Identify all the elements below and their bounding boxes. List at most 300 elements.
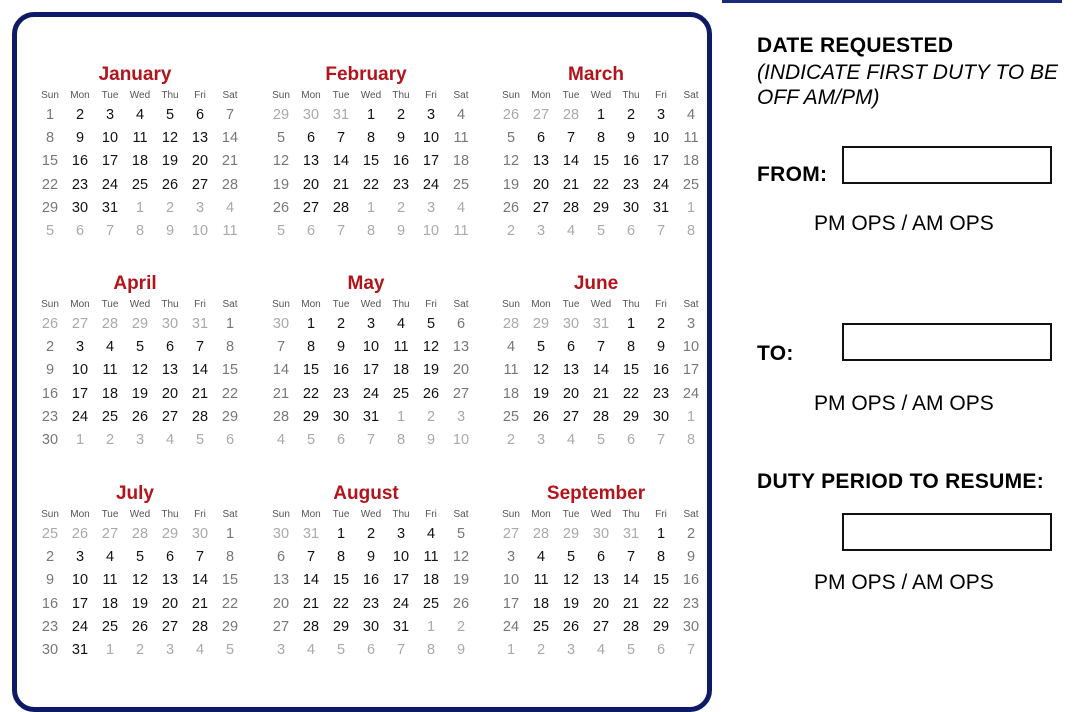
- day-cell: 4: [225, 199, 235, 216]
- day-cell: 14: [272, 362, 290, 379]
- weekday-header: Sun: [272, 299, 290, 310]
- day-cell: 31: [302, 526, 320, 542]
- weekday-header: Sun: [272, 90, 290, 101]
- month-title: September: [546, 483, 646, 504]
- weekday-header: Thu: [622, 90, 640, 101]
- day-cell: 10: [452, 431, 470, 448]
- day-cell: 21: [302, 595, 320, 612]
- weekday-header: Sat: [222, 299, 238, 310]
- day-cell: 2: [656, 316, 666, 332]
- day-cell: 17: [652, 153, 670, 170]
- day-cell: 4: [456, 107, 466, 123]
- weekday-header: Mon: [301, 299, 321, 310]
- day-cell: 6: [276, 549, 286, 566]
- day-cell: 30: [592, 526, 610, 542]
- day-cell: 5: [426, 316, 436, 332]
- day-cell: 28: [332, 199, 350, 216]
- day-cell: 25: [392, 385, 410, 402]
- day-cell: 9: [336, 339, 346, 356]
- day-cell: 9: [396, 130, 406, 147]
- month-march: [496, 63, 700, 243]
- day-cell: 3: [276, 641, 286, 658]
- day-cell: 3: [686, 316, 696, 332]
- day-cell: 11: [132, 130, 148, 147]
- day-cell: 2: [686, 526, 696, 542]
- day-cell: 13: [161, 362, 179, 379]
- day-cell: 17: [502, 595, 520, 612]
- day-cell: 17: [422, 153, 440, 170]
- instruction-note: (INDICATE FIRST DUTY TO BE OFF AM/PM): [757, 61, 1059, 109]
- day-cell: 23: [332, 385, 350, 402]
- day-cell: 11: [453, 130, 469, 147]
- to-label: TO:: [757, 342, 794, 365]
- day-cell: 14: [332, 153, 350, 170]
- day-cell: 31: [71, 641, 89, 658]
- day-cell: 3: [426, 107, 436, 123]
- weekday-header: Tue: [562, 509, 580, 520]
- day-cell: 5: [506, 130, 516, 147]
- weekday-header: Sun: [41, 299, 59, 310]
- day-cell: 20: [191, 153, 209, 170]
- day-cell: 28: [562, 199, 580, 216]
- day-cell: 10: [652, 130, 670, 147]
- day-cell: 7: [396, 641, 406, 658]
- day-cell: 9: [45, 572, 55, 589]
- day-cell: 4: [686, 107, 696, 123]
- day-cell: 2: [45, 339, 55, 356]
- day-cell: 15: [622, 362, 640, 379]
- weekday-header: Thu: [622, 509, 640, 520]
- day-cell: 1: [626, 316, 636, 332]
- weekday-header: Fri: [425, 299, 437, 310]
- day-cell: 30: [682, 618, 700, 635]
- weekday-header: Tue: [101, 509, 119, 520]
- day-cell: 9: [165, 222, 175, 239]
- weekday-header: Thu: [392, 299, 410, 310]
- day-cell: 3: [396, 526, 406, 542]
- weekday-header: Mon: [531, 299, 551, 310]
- day-cell: 16: [622, 153, 640, 170]
- day-cell: 28: [562, 107, 580, 123]
- day-cell: 11: [503, 362, 519, 379]
- day-cell: 22: [592, 176, 610, 193]
- weekday-header: Mon: [70, 90, 90, 101]
- weekday-header: Mon: [70, 509, 90, 520]
- day-cell: 6: [306, 222, 316, 239]
- resume-ops-option: PM OPS / AM OPS: [814, 571, 994, 594]
- day-cell: 10: [392, 549, 410, 566]
- date-requested-heading: DATE REQUESTED: [757, 34, 954, 57]
- day-cell: 21: [332, 176, 350, 193]
- weekday-header: Wed: [590, 299, 612, 310]
- day-cell: 3: [536, 222, 546, 239]
- day-cell: 5: [276, 222, 286, 239]
- day-cell: 10: [101, 130, 119, 147]
- day-cell: 8: [225, 549, 235, 566]
- day-cell: 8: [135, 222, 145, 239]
- day-cell: 10: [71, 362, 89, 379]
- day-cell: 3: [366, 316, 376, 332]
- day-cell: 20: [161, 385, 179, 402]
- day-cell: 15: [41, 153, 59, 170]
- weekday-header: Sat: [222, 90, 238, 101]
- weekday-header: Thu: [161, 299, 179, 310]
- day-cell: 6: [336, 431, 346, 448]
- month-title: July: [115, 483, 155, 504]
- weekday-header: Thu: [161, 509, 179, 520]
- day-cell: 24: [71, 408, 89, 425]
- day-cell: 20: [272, 595, 290, 612]
- day-cell: 23: [682, 595, 700, 612]
- day-cell: 18: [131, 153, 149, 170]
- day-cell: 30: [622, 199, 640, 216]
- day-cell: 20: [592, 595, 610, 612]
- from-ops-option: PM OPS / AM OPS: [814, 212, 994, 235]
- day-cell: 30: [272, 316, 290, 332]
- day-cell: 9: [426, 431, 436, 448]
- day-cell: 16: [682, 572, 700, 589]
- day-cell: 5: [225, 641, 235, 658]
- day-cell: 18: [452, 153, 470, 170]
- day-cell: 31: [362, 408, 380, 425]
- day-cell: 15: [652, 572, 670, 589]
- day-cell: 31: [392, 618, 410, 635]
- day-cell: 19: [502, 176, 520, 193]
- day-cell: 29: [131, 316, 149, 332]
- day-cell: 12: [131, 572, 149, 589]
- day-cell: 30: [332, 408, 350, 425]
- day-cell: 26: [161, 176, 179, 193]
- day-cell: 21: [221, 153, 239, 170]
- weekday-header: Fri: [425, 509, 437, 520]
- day-cell: 2: [135, 641, 145, 658]
- day-cell: 27: [71, 316, 89, 332]
- day-cell: 29: [161, 526, 179, 542]
- day-cell: 4: [566, 222, 576, 239]
- day-cell: 31: [652, 199, 670, 216]
- day-cell: 21: [191, 595, 209, 612]
- day-cell: 27: [532, 107, 550, 123]
- day-cell: 6: [225, 431, 235, 448]
- day-cell: 7: [626, 549, 636, 566]
- day-cell: 30: [41, 641, 59, 658]
- day-cell: 22: [221, 595, 239, 612]
- day-cell: 7: [656, 431, 666, 448]
- day-cell: 13: [562, 362, 580, 379]
- day-cell: 1: [506, 641, 516, 658]
- day-cell: 5: [135, 549, 145, 566]
- weekday-header: Mon: [531, 509, 551, 520]
- day-cell: 6: [566, 339, 576, 356]
- day-cell: 5: [596, 222, 606, 239]
- day-cell: 17: [101, 153, 119, 170]
- day-cell: 4: [456, 199, 466, 216]
- day-cell: 5: [276, 130, 286, 147]
- day-cell: 25: [101, 408, 119, 425]
- day-cell: 19: [131, 385, 149, 402]
- day-cell: 12: [272, 153, 290, 170]
- day-cell: 4: [566, 431, 576, 448]
- day-cell: 6: [626, 222, 636, 239]
- weekday-header: Thu: [161, 90, 179, 101]
- day-cell: 12: [532, 362, 550, 379]
- day-cell: 29: [332, 618, 350, 635]
- day-cell: 26: [272, 199, 290, 216]
- day-cell: 16: [41, 595, 59, 612]
- day-cell: 20: [452, 362, 470, 379]
- day-cell: 1: [225, 316, 235, 332]
- day-cell: 3: [566, 641, 576, 658]
- day-cell: 13: [161, 572, 179, 589]
- weekday-header: Wed: [129, 509, 151, 520]
- weekday-header: Sat: [683, 509, 699, 520]
- day-cell: 30: [562, 316, 580, 332]
- day-cell: 9: [396, 222, 406, 239]
- weekday-header: Fri: [655, 299, 667, 310]
- day-cell: 24: [392, 595, 410, 612]
- day-cell: 15: [362, 153, 380, 170]
- month-grid: [35, 296, 239, 452]
- day-cell: 25: [131, 176, 149, 193]
- day-cell: 18: [101, 385, 119, 402]
- day-cell: 2: [626, 107, 636, 123]
- day-cell: 5: [45, 222, 55, 239]
- day-cell: 9: [366, 549, 376, 566]
- day-cell: 11: [423, 549, 439, 566]
- day-cell: 7: [306, 549, 316, 566]
- day-cell: 28: [302, 618, 320, 635]
- day-cell: 29: [41, 199, 59, 216]
- day-cell: 27: [161, 618, 179, 635]
- day-cell: 25: [682, 176, 700, 193]
- day-cell: 4: [276, 431, 286, 448]
- weekday-header: Sun: [41, 509, 59, 520]
- day-cell: 10: [682, 339, 700, 356]
- day-cell: 3: [456, 408, 466, 425]
- day-cell: 26: [532, 408, 550, 425]
- day-cell: 27: [101, 526, 119, 542]
- day-cell: 13: [532, 153, 550, 170]
- weekday-header: Sat: [453, 90, 469, 101]
- month-august: [266, 482, 470, 662]
- day-cell: 8: [626, 339, 636, 356]
- day-cell: 6: [165, 549, 175, 566]
- day-cell: 8: [686, 431, 696, 448]
- day-cell: 28: [532, 526, 550, 542]
- day-cell: 31: [622, 526, 640, 542]
- month-grid: [266, 296, 470, 452]
- day-cell: 27: [302, 199, 320, 216]
- day-cell: 22: [362, 176, 380, 193]
- day-cell: 25: [452, 176, 470, 193]
- day-cell: 5: [626, 641, 636, 658]
- weekday-header: Sat: [453, 299, 469, 310]
- day-cell: 31: [191, 316, 209, 332]
- day-cell: 5: [596, 431, 606, 448]
- day-cell: 23: [392, 176, 410, 193]
- weekday-header: Tue: [332, 90, 350, 101]
- day-cell: 17: [682, 362, 700, 379]
- calendar-panel: [12, 12, 712, 712]
- day-cell: 3: [426, 199, 436, 216]
- day-cell: 6: [456, 316, 466, 332]
- day-cell: 11: [453, 222, 469, 239]
- weekday-header: Tue: [332, 299, 350, 310]
- day-cell: 8: [686, 222, 696, 239]
- month-grid: [35, 87, 239, 243]
- weekday-header: Sat: [453, 509, 469, 520]
- month-january: [35, 63, 239, 243]
- month-title: March: [568, 64, 624, 85]
- day-cell: 28: [592, 408, 610, 425]
- day-cell: 14: [191, 362, 209, 379]
- day-cell: 9: [686, 549, 696, 566]
- day-cell: 28: [221, 176, 239, 193]
- day-cell: 4: [165, 431, 175, 448]
- month-title: June: [573, 273, 619, 294]
- day-cell: 20: [532, 176, 550, 193]
- to-ops-option: PM OPS / AM OPS: [814, 392, 994, 415]
- day-cell: 9: [626, 130, 636, 147]
- day-cell: 13: [452, 339, 470, 356]
- day-cell: 24: [652, 176, 670, 193]
- day-cell: 6: [195, 107, 205, 123]
- day-cell: 7: [276, 339, 286, 356]
- day-cell: 5: [536, 339, 546, 356]
- day-cell: 25: [422, 595, 440, 612]
- day-cell: 11: [102, 362, 118, 379]
- day-cell: 29: [532, 316, 550, 332]
- day-cell: 20: [161, 595, 179, 612]
- day-cell: 3: [506, 549, 516, 566]
- day-cell: 4: [596, 641, 606, 658]
- day-cell: 26: [422, 385, 440, 402]
- day-cell: 28: [502, 316, 520, 332]
- day-cell: 27: [272, 618, 290, 635]
- weekday-header: Thu: [392, 90, 410, 101]
- day-cell: 6: [596, 549, 606, 566]
- day-cell: 6: [366, 641, 376, 658]
- day-cell: 22: [332, 595, 350, 612]
- day-cell: 21: [272, 385, 290, 402]
- top-rule: [722, 0, 1062, 3]
- day-cell: 1: [596, 107, 606, 123]
- day-cell: 23: [652, 385, 670, 402]
- weekday-header: Sat: [683, 299, 699, 310]
- day-cell: 15: [221, 572, 239, 589]
- day-cell: 2: [165, 199, 175, 216]
- day-cell: 14: [622, 572, 640, 589]
- day-cell: 23: [71, 176, 89, 193]
- day-cell: 15: [302, 362, 320, 379]
- to-input-box[interactable]: [842, 323, 1052, 361]
- day-cell: 9: [75, 130, 85, 147]
- from-input-box[interactable]: [842, 146, 1052, 184]
- day-cell: 11: [683, 130, 699, 147]
- day-cell: 8: [336, 549, 346, 566]
- day-cell: 2: [456, 618, 466, 635]
- weekday-header: Mon: [301, 509, 321, 520]
- month-february: [266, 63, 470, 243]
- day-cell: 11: [393, 339, 409, 356]
- day-cell: 2: [536, 641, 546, 658]
- day-cell: 3: [75, 339, 85, 356]
- day-cell: 27: [161, 408, 179, 425]
- month-grid: [266, 87, 470, 243]
- day-cell: 7: [225, 107, 235, 123]
- day-cell: 21: [622, 595, 640, 612]
- day-cell: 31: [101, 199, 119, 216]
- day-cell: 6: [656, 641, 666, 658]
- day-cell: 16: [41, 385, 59, 402]
- day-cell: 22: [41, 176, 59, 193]
- day-cell: 7: [596, 339, 606, 356]
- day-cell: 1: [656, 526, 666, 542]
- day-cell: 12: [562, 572, 580, 589]
- day-cell: 12: [422, 339, 440, 356]
- day-cell: 1: [686, 199, 696, 216]
- day-cell: 14: [221, 130, 239, 147]
- day-cell: 1: [336, 526, 346, 542]
- day-cell: 20: [302, 176, 320, 193]
- day-cell: 4: [105, 339, 115, 356]
- weekday-header: Wed: [590, 509, 612, 520]
- day-cell: 29: [652, 618, 670, 635]
- month-july: [35, 482, 239, 662]
- day-cell: 5: [566, 549, 576, 566]
- day-cell: 13: [302, 153, 320, 170]
- weekday-header: Wed: [590, 90, 612, 101]
- day-cell: 27: [562, 408, 580, 425]
- day-cell: 5: [306, 431, 316, 448]
- day-cell: 26: [502, 107, 520, 123]
- day-cell: 19: [562, 595, 580, 612]
- day-cell: 22: [622, 385, 640, 402]
- weekday-header: Tue: [101, 90, 119, 101]
- day-cell: 19: [161, 153, 179, 170]
- month-june: [496, 272, 700, 452]
- weekday-header: Sat: [683, 90, 699, 101]
- weekday-header: Sun: [41, 90, 59, 101]
- day-cell: 12: [452, 549, 470, 566]
- day-cell: 19: [272, 176, 290, 193]
- day-cell: 18: [392, 362, 410, 379]
- day-cell: 3: [165, 641, 175, 658]
- month-title: January: [98, 64, 172, 85]
- weekday-header: Sun: [272, 509, 290, 520]
- day-cell: 1: [45, 107, 55, 123]
- resume-input-box[interactable]: [842, 513, 1052, 551]
- day-cell: 25: [101, 618, 119, 635]
- month-grid: [496, 506, 700, 662]
- day-cell: 14: [191, 572, 209, 589]
- day-cell: 3: [135, 431, 145, 448]
- month-title: May: [347, 273, 385, 294]
- day-cell: 8: [596, 130, 606, 147]
- day-cell: 30: [41, 431, 59, 448]
- day-cell: 3: [195, 199, 205, 216]
- day-cell: 29: [592, 199, 610, 216]
- day-cell: 7: [195, 339, 205, 356]
- day-cell: 21: [562, 176, 580, 193]
- day-cell: 2: [426, 408, 436, 425]
- day-cell: 27: [452, 385, 470, 402]
- month-april: [35, 272, 239, 452]
- day-cell: 8: [45, 130, 55, 147]
- day-cell: 21: [191, 385, 209, 402]
- day-cell: 25: [502, 408, 520, 425]
- weekday-header: Fri: [194, 90, 206, 101]
